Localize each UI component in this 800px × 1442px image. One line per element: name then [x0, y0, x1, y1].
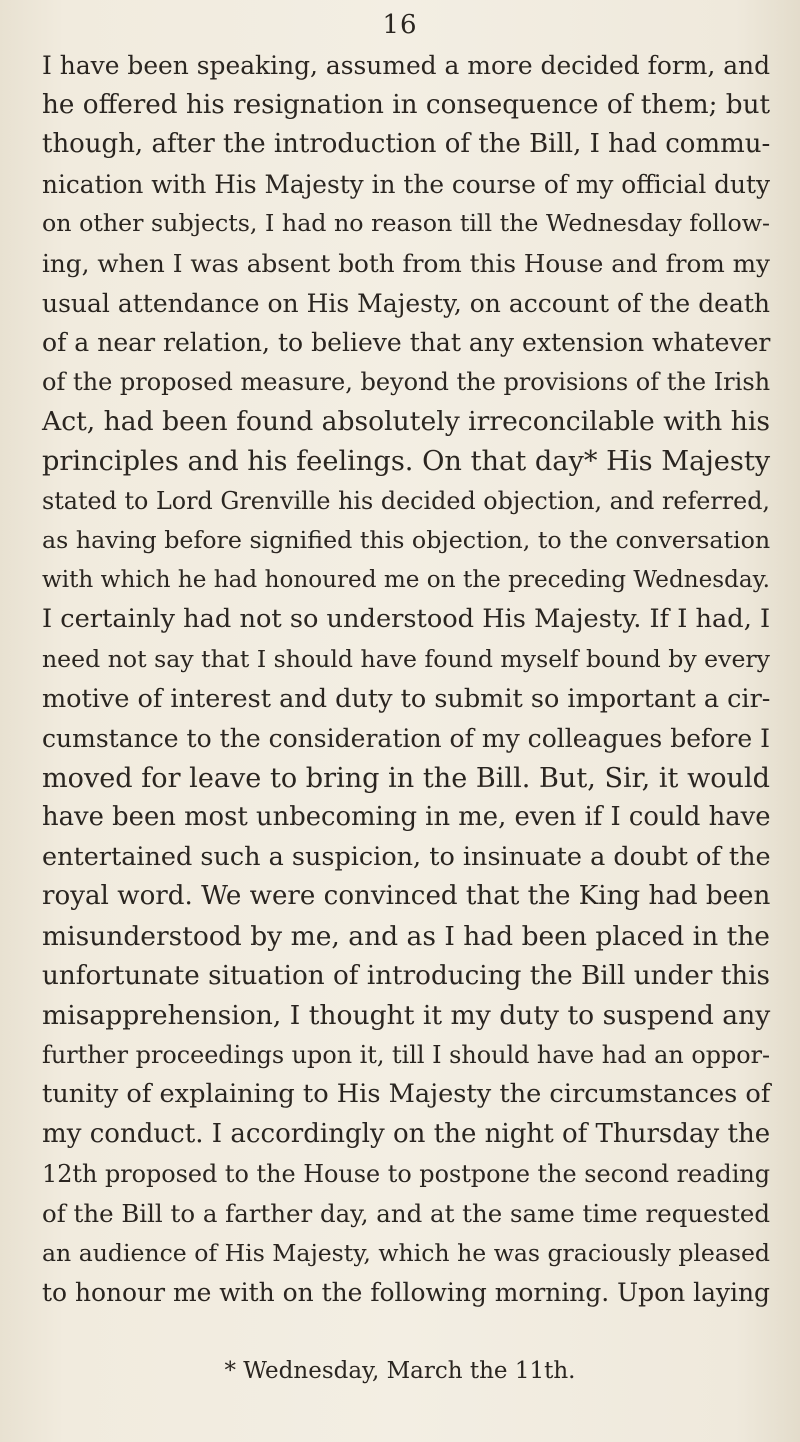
text-line: of a near relation, to believe that any extension whatever	[42, 328, 771, 358]
footnote: * Wednesday, March the 11th.	[224, 1358, 576, 1384]
text-line: unfortunate situation of introducing the Bill under this	[42, 960, 770, 991]
text-line: usual attendance on His Majesty, on account of the death	[42, 288, 770, 318]
body-text	[42, 46, 770, 1313]
text-line: I certainly had not so understood His Majesty. If I had, I	[42, 604, 771, 635]
text-line: he offered his resignation in consequence of them; but	[42, 89, 770, 120]
text-line: principles and his feelings. On that day* His Majesty	[42, 445, 771, 477]
text-line: entertained such a suspicion, to insinuate a doubt of the	[42, 841, 771, 872]
text-line: on other subjects, I had no reason till the Wednesday follow-	[42, 209, 770, 238]
text-line: with which he had honoured me on the preceding Wednesday.	[42, 566, 770, 593]
text-line: have been most unbecoming in me, even if I could have	[42, 802, 771, 833]
text-line: ing, when I was absent both from this House and from my	[42, 248, 770, 278]
page-number: 16	[382, 10, 418, 40]
text-line: motive of interest and duty to submit so important a cir-	[42, 683, 771, 714]
text-line: Act, had been found absolutely irreconcilable with his	[42, 406, 770, 438]
text-line: I have been speaking, assumed a more decided form, and	[42, 51, 770, 80]
text-line: of the proposed measure, beyond the provisions of the Irish	[42, 367, 771, 396]
text-line: to honour me with on the following morning. Upon laying	[42, 1278, 770, 1308]
text-line: my conduct. I accordingly on the night of Thursday the	[42, 1119, 771, 1150]
text-line: moved for leave to bring in the Bill. But, Sir, it would	[42, 762, 770, 794]
text-line: misapprehension, I thought it my duty to suspend any	[42, 1000, 771, 1032]
text-line: further proceedings upon it, till I should have had an oppor-	[42, 1040, 771, 1069]
text-line: 12th proposed to the House to postpone the second reading	[42, 1159, 770, 1188]
text-line: need not say that I should have found myself bound by every	[42, 644, 770, 673]
text-line: tunity of explaining to His Majesty the circumstances of	[42, 1079, 771, 1110]
text-line: of the Bill to a farther day, and at the same time requested	[42, 1199, 770, 1229]
text-line: nication with His Majesty in the course of my official duty	[42, 169, 770, 199]
text-line: misunderstood by me, and as I had been placed in the	[42, 921, 770, 953]
text-line: cumstance to the consideration of my colleagues before I	[42, 724, 770, 754]
text-line: though, after the introduction of the Bill, I had commu-	[42, 129, 771, 160]
text-line: stated to Lord Grenville his decided objection, and referred,	[42, 486, 770, 515]
text-line: an audience of His Majesty, which he was graciously pleased	[42, 1238, 770, 1267]
text-line: royal word. We were convinced that the King had been	[42, 881, 771, 912]
text-line: as having before signified this objection, to the conversation	[42, 526, 771, 555]
